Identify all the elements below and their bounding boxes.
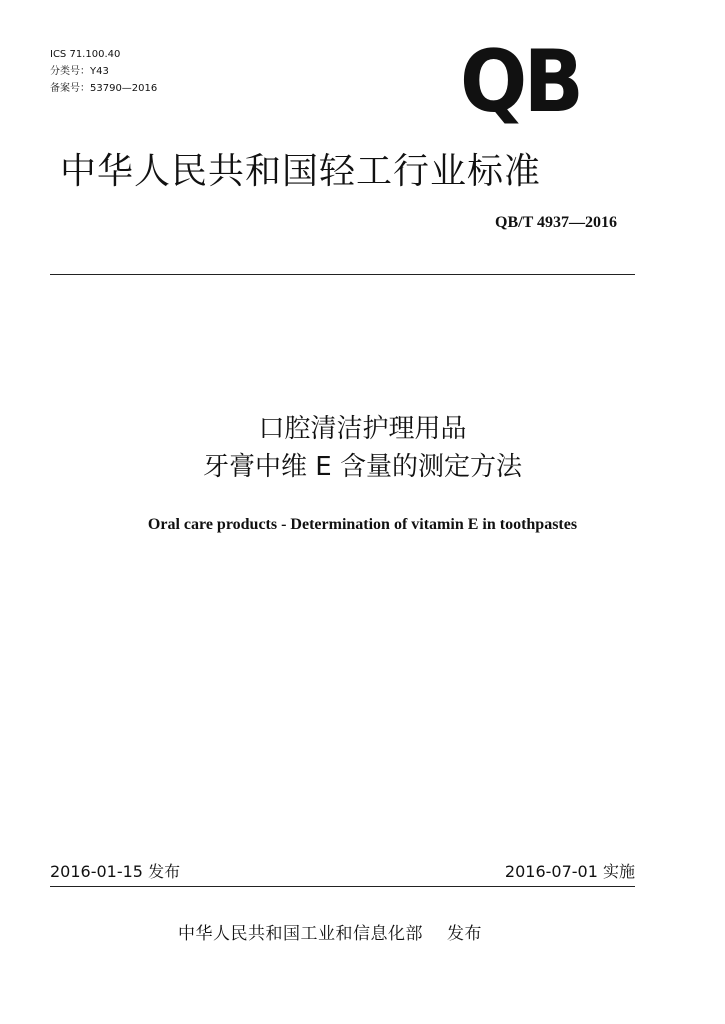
classification-number: 分类号：Y43: [50, 66, 109, 77]
publisher-action: 发布: [447, 924, 482, 944]
standard-code: QB/T 4937—2016: [495, 214, 617, 231]
standard-metadata: [50, 46, 157, 97]
implementation-date: 2016-07-01 实施: [504, 862, 635, 881]
standard-category-title: 中华人民共和国轻工行业标准: [60, 151, 542, 192]
qb-logo: QB: [460, 32, 581, 132]
document-title-en: Oral care products - Determination of vitamin E in toothpastes: [147, 516, 578, 533]
publisher-line: [178, 919, 482, 944]
issue-date: 2016-01-15 发布: [50, 862, 181, 881]
document-title-cn-line2: 牙膏中维 E 含量的测定方法: [203, 452, 522, 482]
ics-number: ICS 71.100.40: [50, 49, 121, 60]
top-divider: [50, 274, 635, 275]
publisher-name: 中华人民共和国工业和信息化部: [178, 924, 423, 944]
document-title-cn-line1: 口腔清洁护理用品: [258, 414, 467, 444]
bottom-divider: [50, 886, 635, 887]
record-number: 备案号：53790—2016: [50, 83, 158, 94]
